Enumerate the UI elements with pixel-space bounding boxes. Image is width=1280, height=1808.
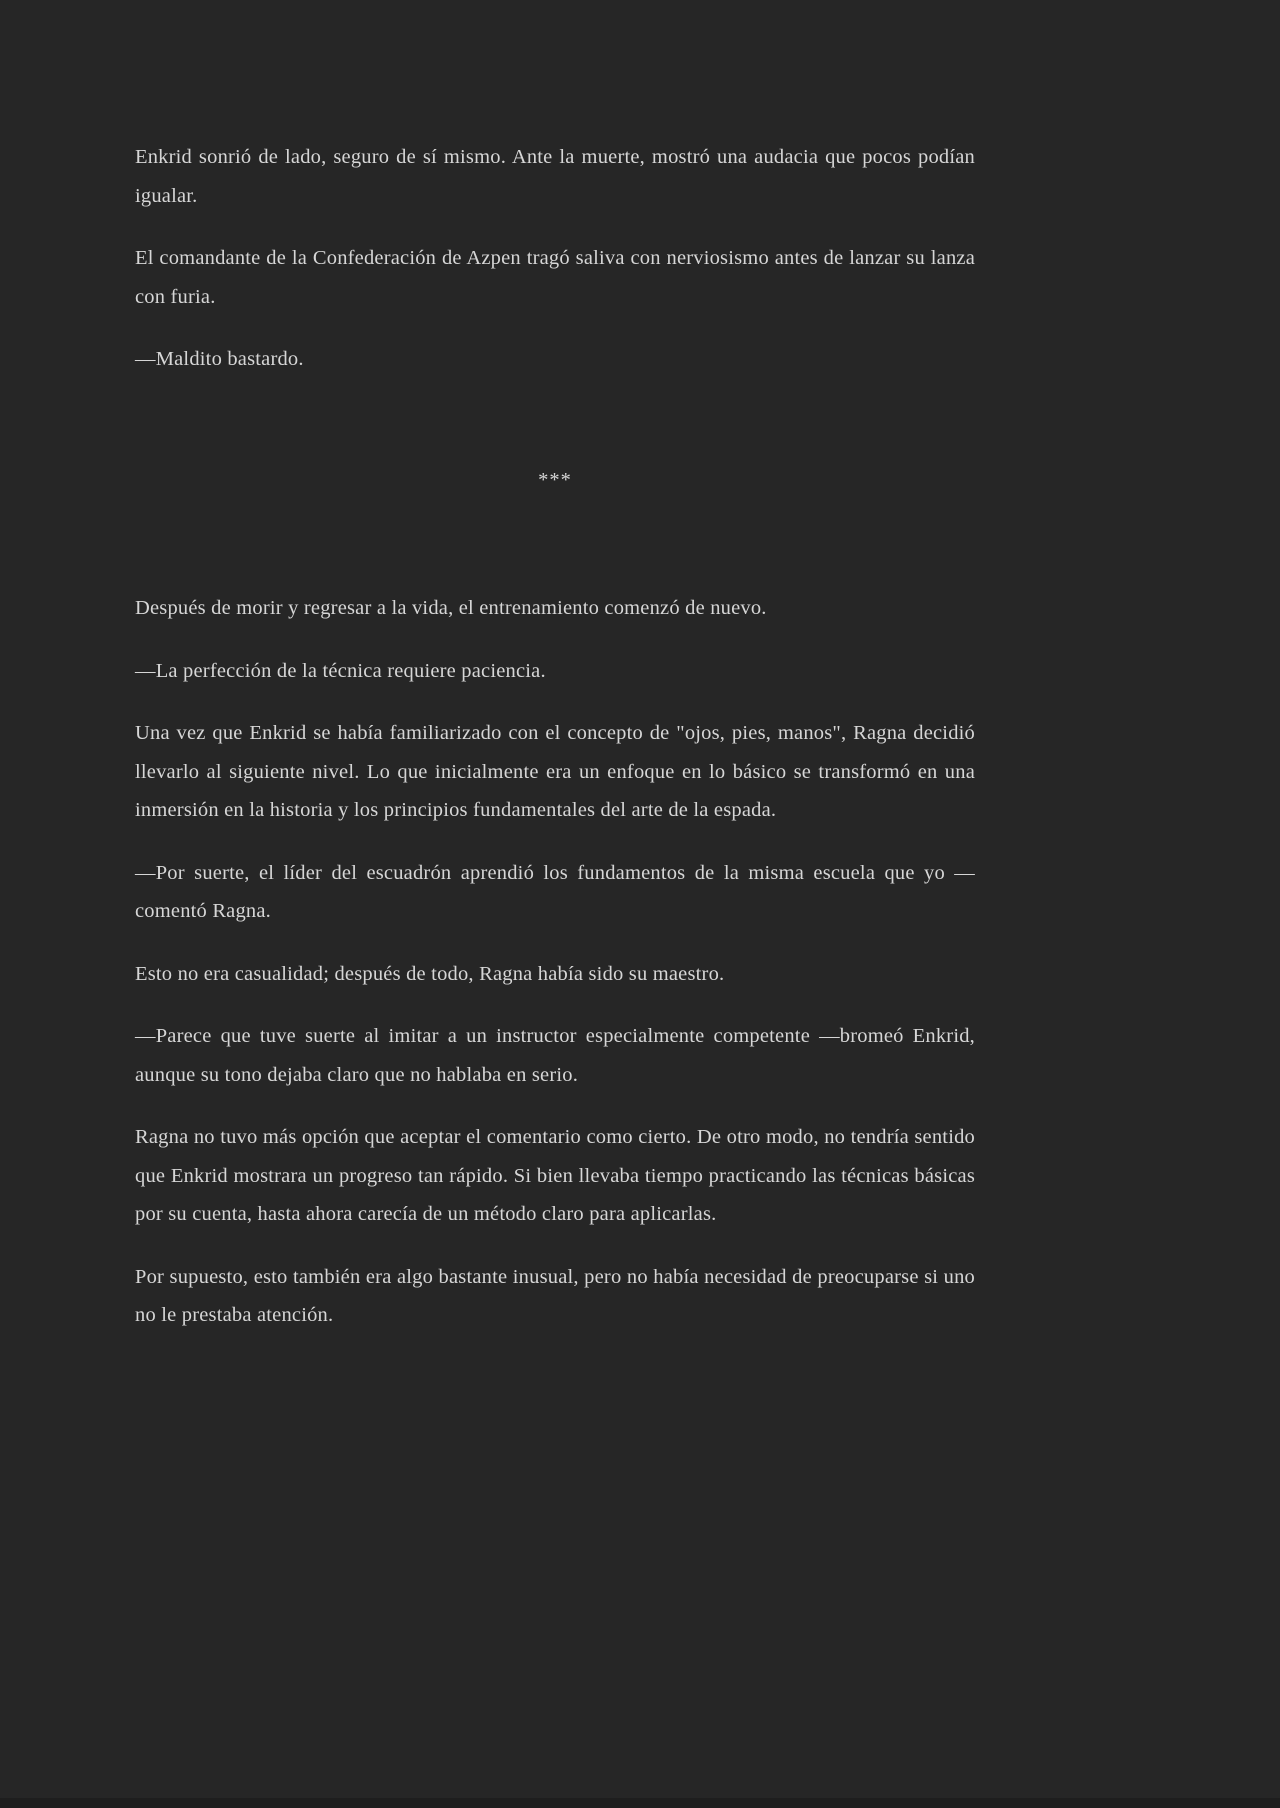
paragraph: —Maldito bastardo. [135,348,304,370]
paragraph: —Parece que tuve suerte al imitar a un instructor especialmente competente —bromeó Enkrid, aunque su tono dejaba claro que no hablaba en serio. [135,1025,975,1086]
scene-separator: *** [538,468,572,491]
paragraph: El comandante de la Confederación de Azpen tragó saliva con nerviosismo antes de lanzar su lanza con furia. [135,247,975,308]
paragraph: Ragna no tuvo más opción que aceptar el comentario como cierto. De otro modo, no tendría sentido que Enkrid mostrara un progreso tan rápido. Si bien llevaba tiempo practicando las técnicas básicas por su cuenta, hasta ahora carecía de un método claro para aplicarlas. [135,1126,975,1225]
paragraph: Esto no era casualidad; después de todo, Ragna había sido su maestro. [135,962,725,985]
paragraph: Por supuesto, esto también era algo bastante inusual, pero no había necesidad de preocuparse si uno no le prestaba atención. [135,1265,975,1326]
paragraph: —Por suerte, el líder del escuadrón aprendió los fundamentos de la misma escuela que yo —comentó Ragna. [135,861,975,922]
chapter-text [135,138,975,1335]
paragraph: Después de morir y regresar a la vida, el entrenamiento comenzó de nuevo. [135,597,767,619]
paragraph: —La perfección de la técnica requiere paciencia. [135,659,546,682]
bottom-edge-bar [0,1798,1280,1808]
paragraph: Una vez que Enkrid se había familiarizado con el concepto de "ojos, pies, manos", Ragna decidió llevarlo al siguiente nivel. Lo que inicialmente era un enfoque en lo básico se transformó en una inmersión en la historia y los principios fundamentales del arte de la espada. [135,722,975,821]
paragraph: Enkrid sonrió de lado, seguro de sí mismo. Ante la muerte, mostró una audacia que pocos podían igualar. [135,146,975,207]
